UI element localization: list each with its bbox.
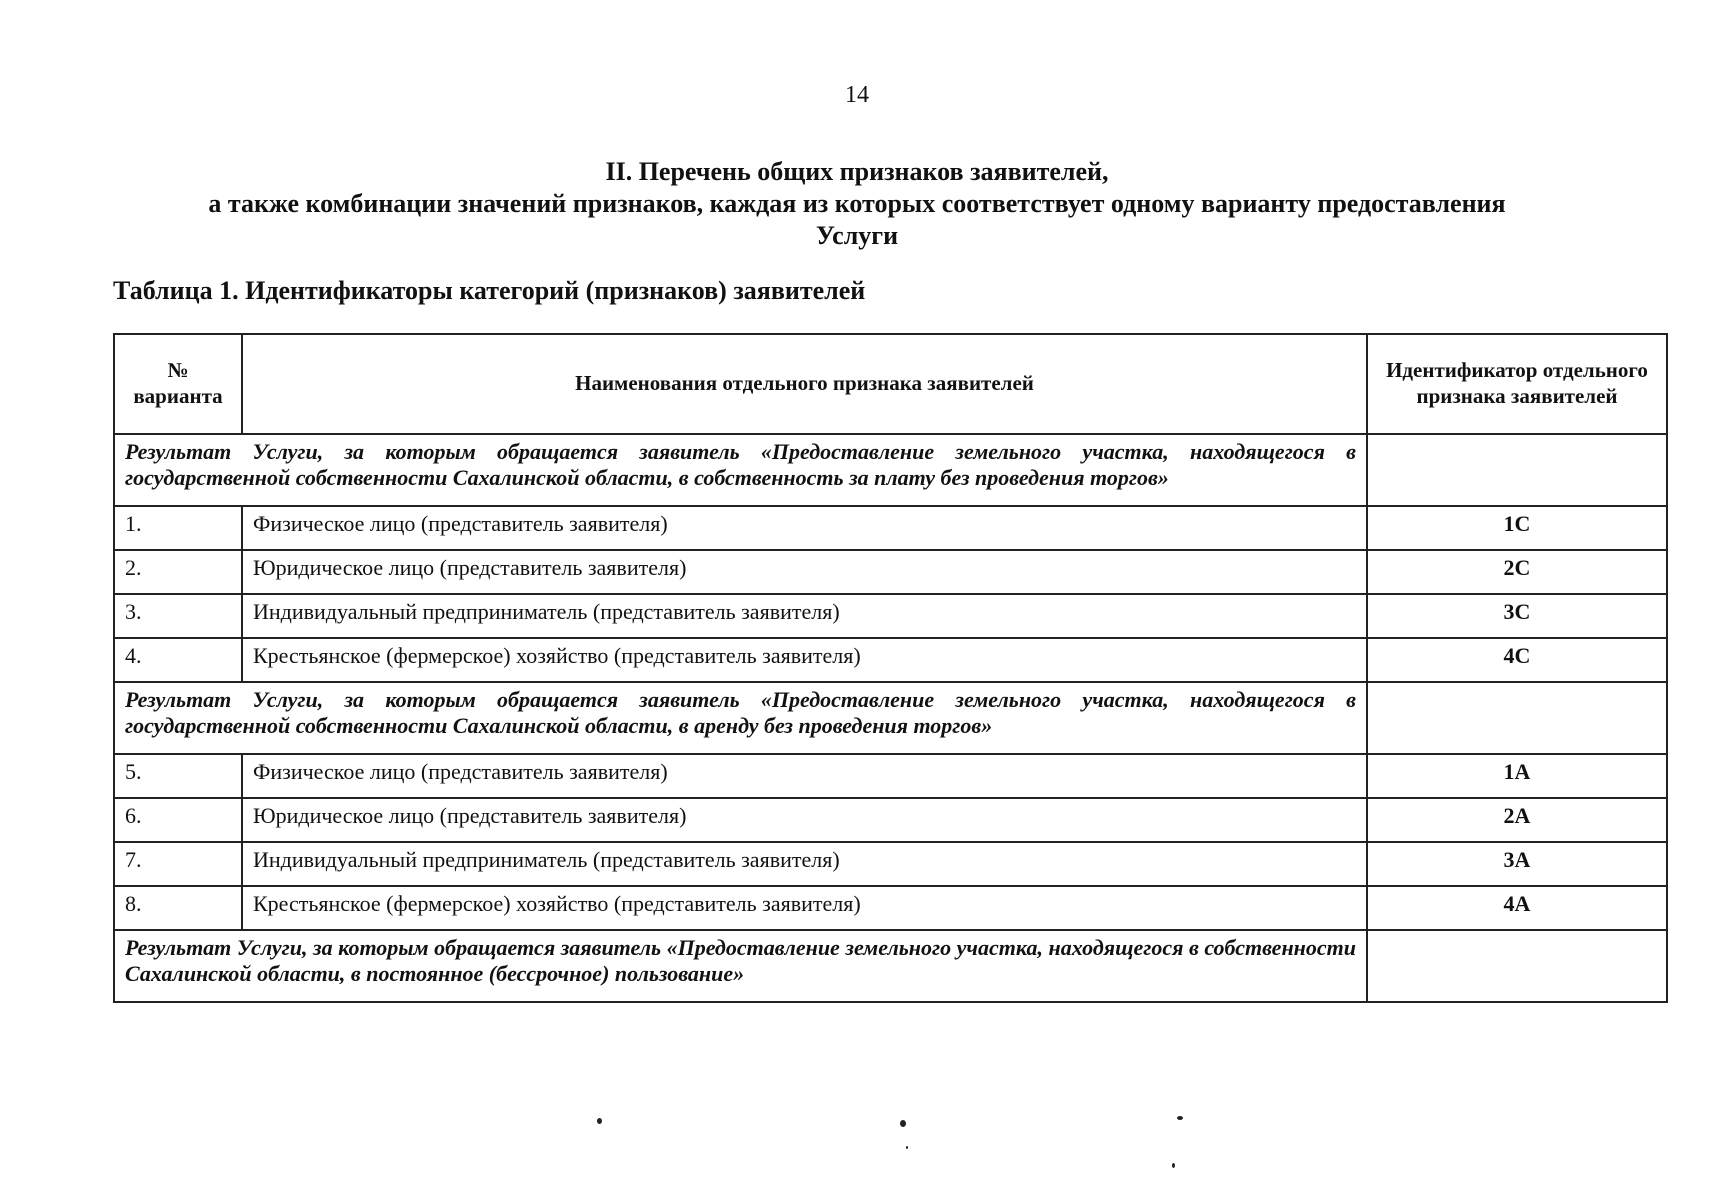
group-title: Результат Услуги, за которым обращается заявитель «Предоставление земельного участка, находящегося в государственной собственности Сахалинской области, в собственность за плату без проведения торгов» [114,434,1367,506]
group-empty-cell [1367,682,1667,754]
attribute-name: Физическое лицо (представитель заявителя) [242,506,1367,550]
variant-number: 5. [114,754,242,798]
attribute-identifier: 2А [1367,798,1667,842]
header-variant-number: № варианта [114,334,242,434]
header-attribute-name: Наименования отдельного признака заявителей [242,334,1367,434]
attribute-name: Крестьянское (фермерское) хозяйство (представитель заявителя) [242,886,1367,930]
group-empty-cell [1367,434,1667,506]
attribute-identifier: 4С [1367,638,1667,682]
attribute-identifier: 1А [1367,754,1667,798]
attribute-name: Юридическое лицо (представитель заявителя) [242,798,1367,842]
attribute-identifier: 4А [1367,886,1667,930]
table-row [114,842,1667,886]
group-empty-cell [1367,930,1667,1002]
attribute-name: Индивидуальный предприниматель (представитель заявителя) [242,842,1367,886]
speck [900,1120,906,1127]
group-row [114,930,1667,1002]
variant-number: 4. [114,638,242,682]
speck [1177,1116,1183,1120]
variant-number: 1. [114,506,242,550]
attribute-identifier: 3С [1367,594,1667,638]
attribute-identifier: 1С [1367,506,1667,550]
speck [906,1146,908,1149]
attribute-name: Физическое лицо (представитель заявителя) [242,754,1367,798]
heading-line-3: Услуги [815,221,899,250]
table-row [114,550,1667,594]
attribute-name: Юридическое лицо (представитель заявителя) [242,550,1367,594]
applicant-categories-table [113,333,1668,1003]
table-row [114,886,1667,930]
speck [597,1118,602,1124]
attribute-name: Индивидуальный предприниматель (представитель заявителя) [242,594,1367,638]
group-title: Результат Услуги, за которым обращается заявитель «Предоставление земельного участка, находящегося в собственности Сахалинской области, в постоянное (бессрочное) пользование» [114,930,1367,1002]
table-caption: Таблица 1. Идентификаторы категорий (признаков) заявителей [113,276,866,305]
page-number: 14 [845,82,869,108]
table-header-row [114,334,1667,434]
header-identifier: Идентификатор отдельного признака заявителей [1367,334,1667,434]
group-row [114,434,1667,506]
table-row [114,506,1667,550]
variant-number: 3. [114,594,242,638]
variant-number: 8. [114,886,242,930]
table-row [114,638,1667,682]
attribute-identifier: 2С [1367,550,1667,594]
group-row [114,682,1667,754]
table-row [114,594,1667,638]
heading-line-1: II. Перечень общих признаков заявителей, [605,157,1109,186]
attribute-identifier: 3А [1367,842,1667,886]
section-heading [100,156,1614,252]
table-row [114,798,1667,842]
attribute-name: Крестьянское (фермерское) хозяйство (представитель заявителя) [242,638,1367,682]
variant-number: 7. [114,842,242,886]
group-title: Результат Услуги, за которым обращается заявитель «Предоставление земельного участка, находящегося в государственной собственности Сахалинской области, в аренду без проведения торгов» [114,682,1367,754]
table-row [114,754,1667,798]
variant-number: 2. [114,550,242,594]
variant-number: 6. [114,798,242,842]
heading-line-2: а также комбинации значений признаков, каждая из которых соответствует одному варианту предоставления [208,189,1506,218]
speck [1172,1163,1175,1168]
